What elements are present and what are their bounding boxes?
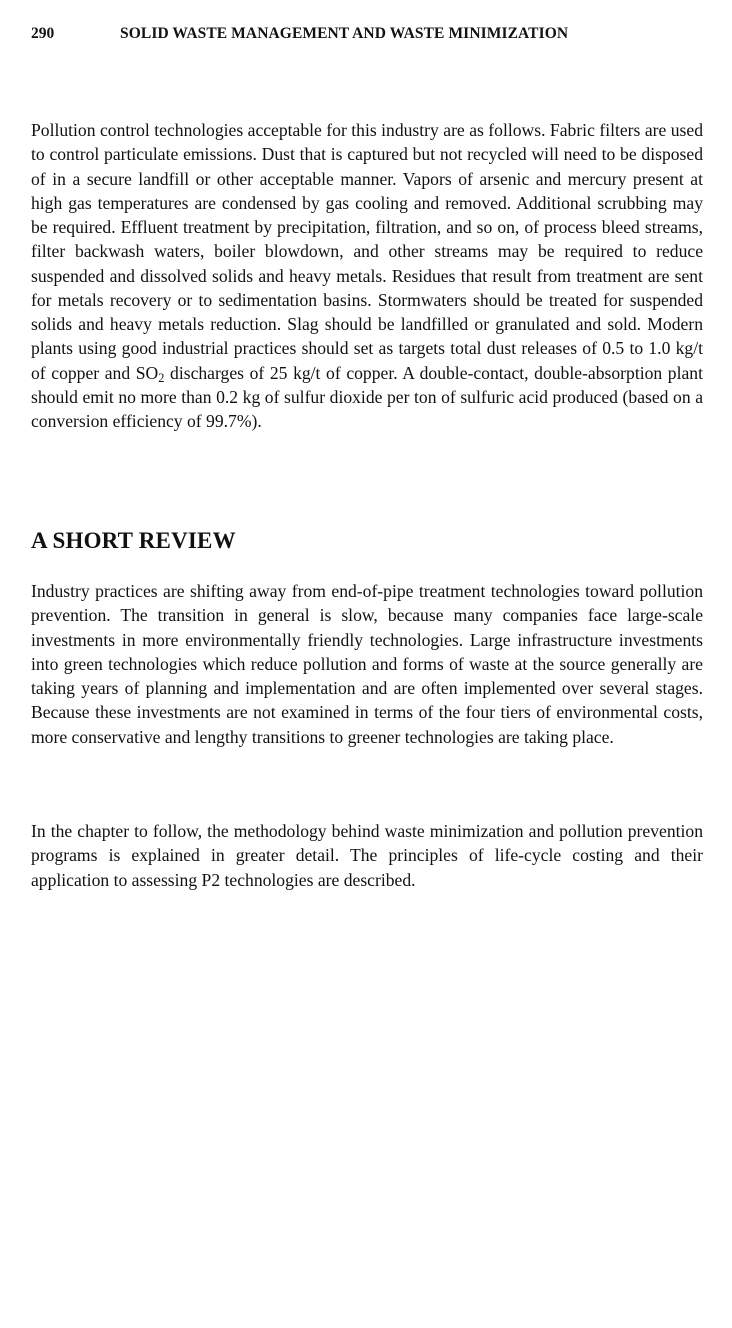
paragraph-text: Pollution control technologies acceptable for this industry are as follows. Fabric filters are used to control particulate emissions. Dust that is captured but not recycled will need to be disposed of in a secure landfill or other acceptable manner. Vapors of arsenic and mercury present at high gas temperatures are condensed by gas cooling and removed. Additional scrubbing may be required. Effluent treatment by precipitation, filtration, and so on, of process bleed streams, filter backwash waters, boiler blowdown, and other streams may be required to reduce suspended and dissolved solids and heavy metals. Residues that result from treatment are sent for metals recovery or to sedimentation basins. Stormwaters should be treated for suspended solids and heavy metals reduction. Slag should be landfilled or granulated and sold. Modern plants using good industrial practices should set as targets total dust releases of 0.5 to 1.0 kg/t of copper and SO: [31, 120, 703, 383]
paragraph-pollution-control: [31, 118, 703, 433]
section-heading: A SHORT REVIEW: [31, 528, 236, 553]
paragraph-chapter-preview: In the chapter to follow, the methodology behind waste minimization and pollution prevention programs is explained in greater detail. The principles of life-cycle costing and their application to assessing P2 technologies are described.: [31, 821, 703, 890]
subscript-two: 2: [158, 370, 165, 385]
paragraph-text-continued: discharges of 25 kg/t of copper. A double-contact, double-absorption plant should emit no more than 0.2 kg of sulfur dioxide per ton of sulfuric acid produced (based on a conversion efficiency of 99.7%).: [31, 362, 703, 431]
paragraph-industry-practices: Industry practices are shifting away from end-of-pipe treatment technologies toward pollution prevention. The transition in general is slow, because many companies face large-scale investments in more environmentally friendly technologies. Large infrastructure investments into green technologies which reduce pollution and forms of waste at the source generally are taking years of planning and implementation and are often implemented over several stages. Because these investments are not examined in terms of the four tiers of environmental costs, more conservative and lengthy transitions to greener technologies are taking place.: [31, 581, 703, 747]
page-number: 290: [31, 25, 55, 42]
running-title: SOLID WASTE MANAGEMENT AND WASTE MINIMIZATION: [120, 25, 569, 42]
running-header: [31, 22, 703, 46]
